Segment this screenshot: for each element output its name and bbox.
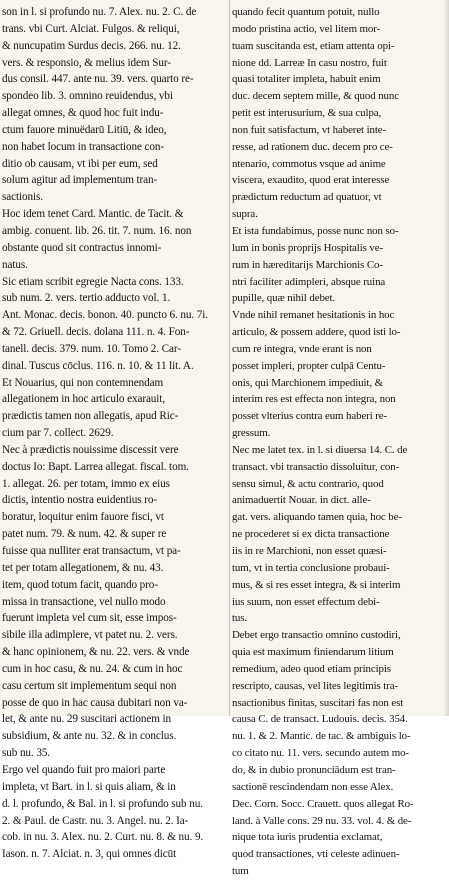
text-line: quod transactiones, vti celeste adinuen- [232, 848, 400, 861]
text-line: spondeo lib. 3. omnino reuidendus, vbi [2, 90, 173, 103]
text-line: doctus Io: Bapt. Larrea allegat. fiscal. tom. [2, 460, 189, 473]
text-line: Vnde nihil remanet hesitationis in hoc [232, 309, 395, 322]
text-line: non habet locum in transactione con- [2, 140, 164, 153]
text-line: cium par 7. collect. 2629. [2, 427, 114, 440]
text-line: nique tota iuris prudentia exclamat, [232, 831, 383, 844]
text-line: dinal. Tuscus cōclus. 116. n. 10. & 11 lit. A. [2, 359, 194, 372]
text-line: tanell. decis. 379. num. 10. Tomo 2. Car- [2, 342, 181, 355]
text-line: boratur, loquitur enim fauore fisci, vt [2, 511, 164, 524]
text-line: sactionis. [2, 191, 43, 204]
text-line: gressum. [232, 427, 271, 440]
text-line: ctum fauore minuëdarū Litiū, & ideo, [2, 123, 167, 136]
text-line: posset vlterius contra eum haberi re- [232, 410, 388, 423]
text-line: ntri faciliter adimpleri, absque ruina [232, 275, 386, 288]
text-line: cob. in nu. 3. Alex. nu. 2. Curt. nu. 8. & nu. 9. [2, 831, 204, 844]
text-line: tuam suscitanda est, etiam attenta opi- [232, 39, 395, 52]
text-line: sub num. 2. vers. tertio adducto vol. 1. [2, 292, 171, 305]
text-line: allegationem in hoc articulo exarauit, [2, 393, 166, 406]
text-line: rescripto, causas, vel lites legitimis tra- [232, 679, 398, 692]
text-line: missa in transactione, vel nullo modo [2, 595, 166, 608]
text-line: tum [232, 865, 249, 878]
text-line: pupille, quæ nihil debet. [232, 292, 336, 305]
text-line: interim res est effecta non integra, non [232, 393, 396, 406]
text-line: Ergo vel quando fuit pro maiori parte [2, 763, 166, 776]
text-line: fuerunt impleta vel cum sit, esse impos- [2, 612, 177, 625]
text-line: obstante quod sit contractus innomi- [2, 241, 162, 254]
text-line: posset impleri, propter culpā Centu- [232, 359, 386, 372]
text-line: & nuncupatim Surdus decis. 266. nu. 12. [2, 39, 181, 52]
text-line: 1. allegat. 26. per totam, immo ex eius [2, 477, 170, 490]
text-line: item, quod totum facit, quando pro- [2, 578, 158, 591]
text-line: Nec me latet tex. in l. si diuersa 14. C. de [232, 443, 408, 456]
text-line: ditio ob causam, vt ibi per eum, sed [2, 157, 158, 170]
text-line: Ant. Monac. decis. bonon. 40. puncto 6. nu. 7i. [2, 309, 208, 322]
text-line: iis in re Marchioni, non esset quæsi- [232, 545, 387, 557]
text-line: ntenario, commotus vsque ad anime [232, 157, 386, 170]
text-line: co citato nu. 11. vers. secundo autem mo- [232, 747, 409, 760]
text-line: duc. decem septem mille, & quod nunc [232, 90, 399, 103]
text-line: fuisse qua nulliter erat transactum, vt pa- [2, 545, 181, 557]
text-line: land. à Valle cons. 29 nu. 33. vol. 4. & de- [232, 814, 412, 827]
text-line: solum agitur ad implementum tran- [2, 174, 158, 187]
text-line: prædictum reductum ad quatuor, vt [232, 191, 382, 204]
text-line: d. l. profundo, & Bal. in l. si profundo sub nu. [2, 797, 203, 810]
text-line: causa C. de transact. Ludouis. decis. 354. [232, 713, 408, 726]
page-edge-shadow [443, 0, 449, 716]
text-line: dus consil. 447. ante nu. 39. vers. quarto re- [2, 73, 194, 86]
text-line: gat. vers. aliquando tamen quia, hoc be- [232, 511, 402, 524]
text-line: Et ista fundabimus, posse nunc non so- [232, 224, 399, 237]
text-line: articulo, & possem addere, quod isti lo- [232, 326, 401, 339]
text-line: son in l. si profundo nu. 7. Alex. nu. 2. C. de [2, 6, 197, 18]
text-line: quando fecit quantum potuit, nullo [232, 6, 380, 18]
text-line: transact. vbi transactio dissoluitur, con- [232, 460, 400, 473]
text-line: let, & ante nu. 29 suscitari actionem in [2, 713, 172, 726]
text-line: prædictis tamen non allegatis, apud Ric- [2, 410, 179, 423]
text-line: subsidium, & ante nu. 32. & in conclus. [2, 730, 177, 743]
text-line: nione dd. Larreæ In casu nostro, fuit [232, 56, 387, 69]
text-line: tet per totam allegationem, & nu. 43. [2, 561, 164, 574]
left-text-column [2, 4, 227, 863]
text-line: ne procederet si ex dicta transactione [232, 528, 390, 541]
text-line: supra. [232, 208, 258, 221]
text-line: cum re integra, vnde erant is non [232, 342, 372, 355]
text-line: rum in hæreditarijs Marchionis Co- [232, 258, 383, 271]
text-line: & hanc opinionem, & nu. 22. vers. & vnde [2, 646, 190, 659]
right-text-column [232, 4, 441, 880]
text-line: patet num. 79. & num. 42. & super re [2, 528, 167, 541]
text-line: remedium, adeo quod etiam principis [232, 662, 391, 675]
text-line: quia est maximum finiendarum litium [232, 646, 394, 659]
text-line: ius suum, non esset effectum debi- [232, 595, 380, 608]
text-line: nu. 1. & 2. Mantic. de tac. & ambiguis lo- [232, 730, 411, 743]
text-line: nsactionibus finitas, suscitari fas non est [232, 696, 404, 709]
text-line: do, & in dubio pronunciādum est tran- [232, 763, 396, 776]
text-line: ambig. conuent. lib. 26. tit. 7. num. 16. non [2, 224, 192, 237]
text-line: casu certum sit implementum sequi non [2, 679, 177, 692]
text-line: Iason. n. 7. Alciat. n. 3, qui omnes dicūt [2, 848, 177, 861]
text-line: non fuit satisfactum, vt haberet inte- [232, 123, 387, 136]
text-line: petit est interusurium, & sua culpa, [232, 107, 382, 120]
text-line: vers. & responsio, & melius idem Sur- [2, 56, 171, 69]
text-line: trans. vbi Curt. Alciat. Fulgos. & reliqui, [2, 22, 180, 35]
text-line: onis, qui Marchionem impediuit, & [232, 376, 383, 389]
text-line: Dec. Corn. Socc. Crauett. quos allegat Ro- [232, 797, 414, 810]
text-line: tum, vt in tertia conclusione probaui- [232, 561, 390, 574]
text-line: sensu simul, & actu contrario, quod [232, 477, 384, 490]
text-line: modo pristina actio, vel litem mor- [232, 22, 381, 35]
text-line: lum in bonis proprijs Hospitalis ve- [232, 241, 383, 254]
text-line: Debet ergo transactio omnino custodiri, [232, 629, 401, 642]
text-line: & 72. Griuell. decis. dolana 111. n. 4. Fon- [2, 326, 190, 339]
text-line: Hoc idem tenet Card. Mantic. de Tacit. & [2, 208, 184, 221]
text-line: resse, ad rationem duc. decem pro ce- [232, 140, 393, 153]
text-line: posse de quo in hac causa dubitari non va- [2, 696, 188, 709]
column-gutter [229, 0, 230, 716]
text-line: Sic etiam scribit egregie Nacta cons. 133. [2, 275, 184, 288]
text-line: sub nu. 35. [2, 747, 51, 760]
text-line: dictis, intentio nostra euidentius ro- [2, 494, 157, 507]
text-line: animaduertit Nouar. in dict. alle- [232, 494, 371, 507]
text-line: Et Nouarius, qui non contemnendam [2, 376, 164, 389]
text-line: mus, & si res esset integra, & si interim [232, 578, 401, 591]
text-line: impleta, vt Bart. in l. si quis aliam, & in [2, 780, 176, 793]
text-line: quasi totaliter impleta, habuit enim [232, 73, 381, 86]
text-line: sactionē rescindendam non esse Alex. [232, 780, 394, 793]
text-line: natus. [2, 258, 28, 271]
text-line: allegat omnes, & quod hoc fuit indu- [2, 107, 164, 120]
text-line: Nec à prædictis nouissime discessit vere [2, 443, 179, 456]
text-line: sibile illa adimplere, vt patet nu. 2. vers. [2, 629, 178, 642]
text-line: tus. [232, 612, 248, 625]
text-line: viscera, exaudito, quod erat interesse [232, 174, 390, 187]
text-line: 2. & Paul. de Castr. nu. 3. Angel. nu. 2. Ia- [2, 814, 189, 827]
text-line: cum in hoc casu, & nu. 24. & cum in hoc [2, 662, 183, 675]
